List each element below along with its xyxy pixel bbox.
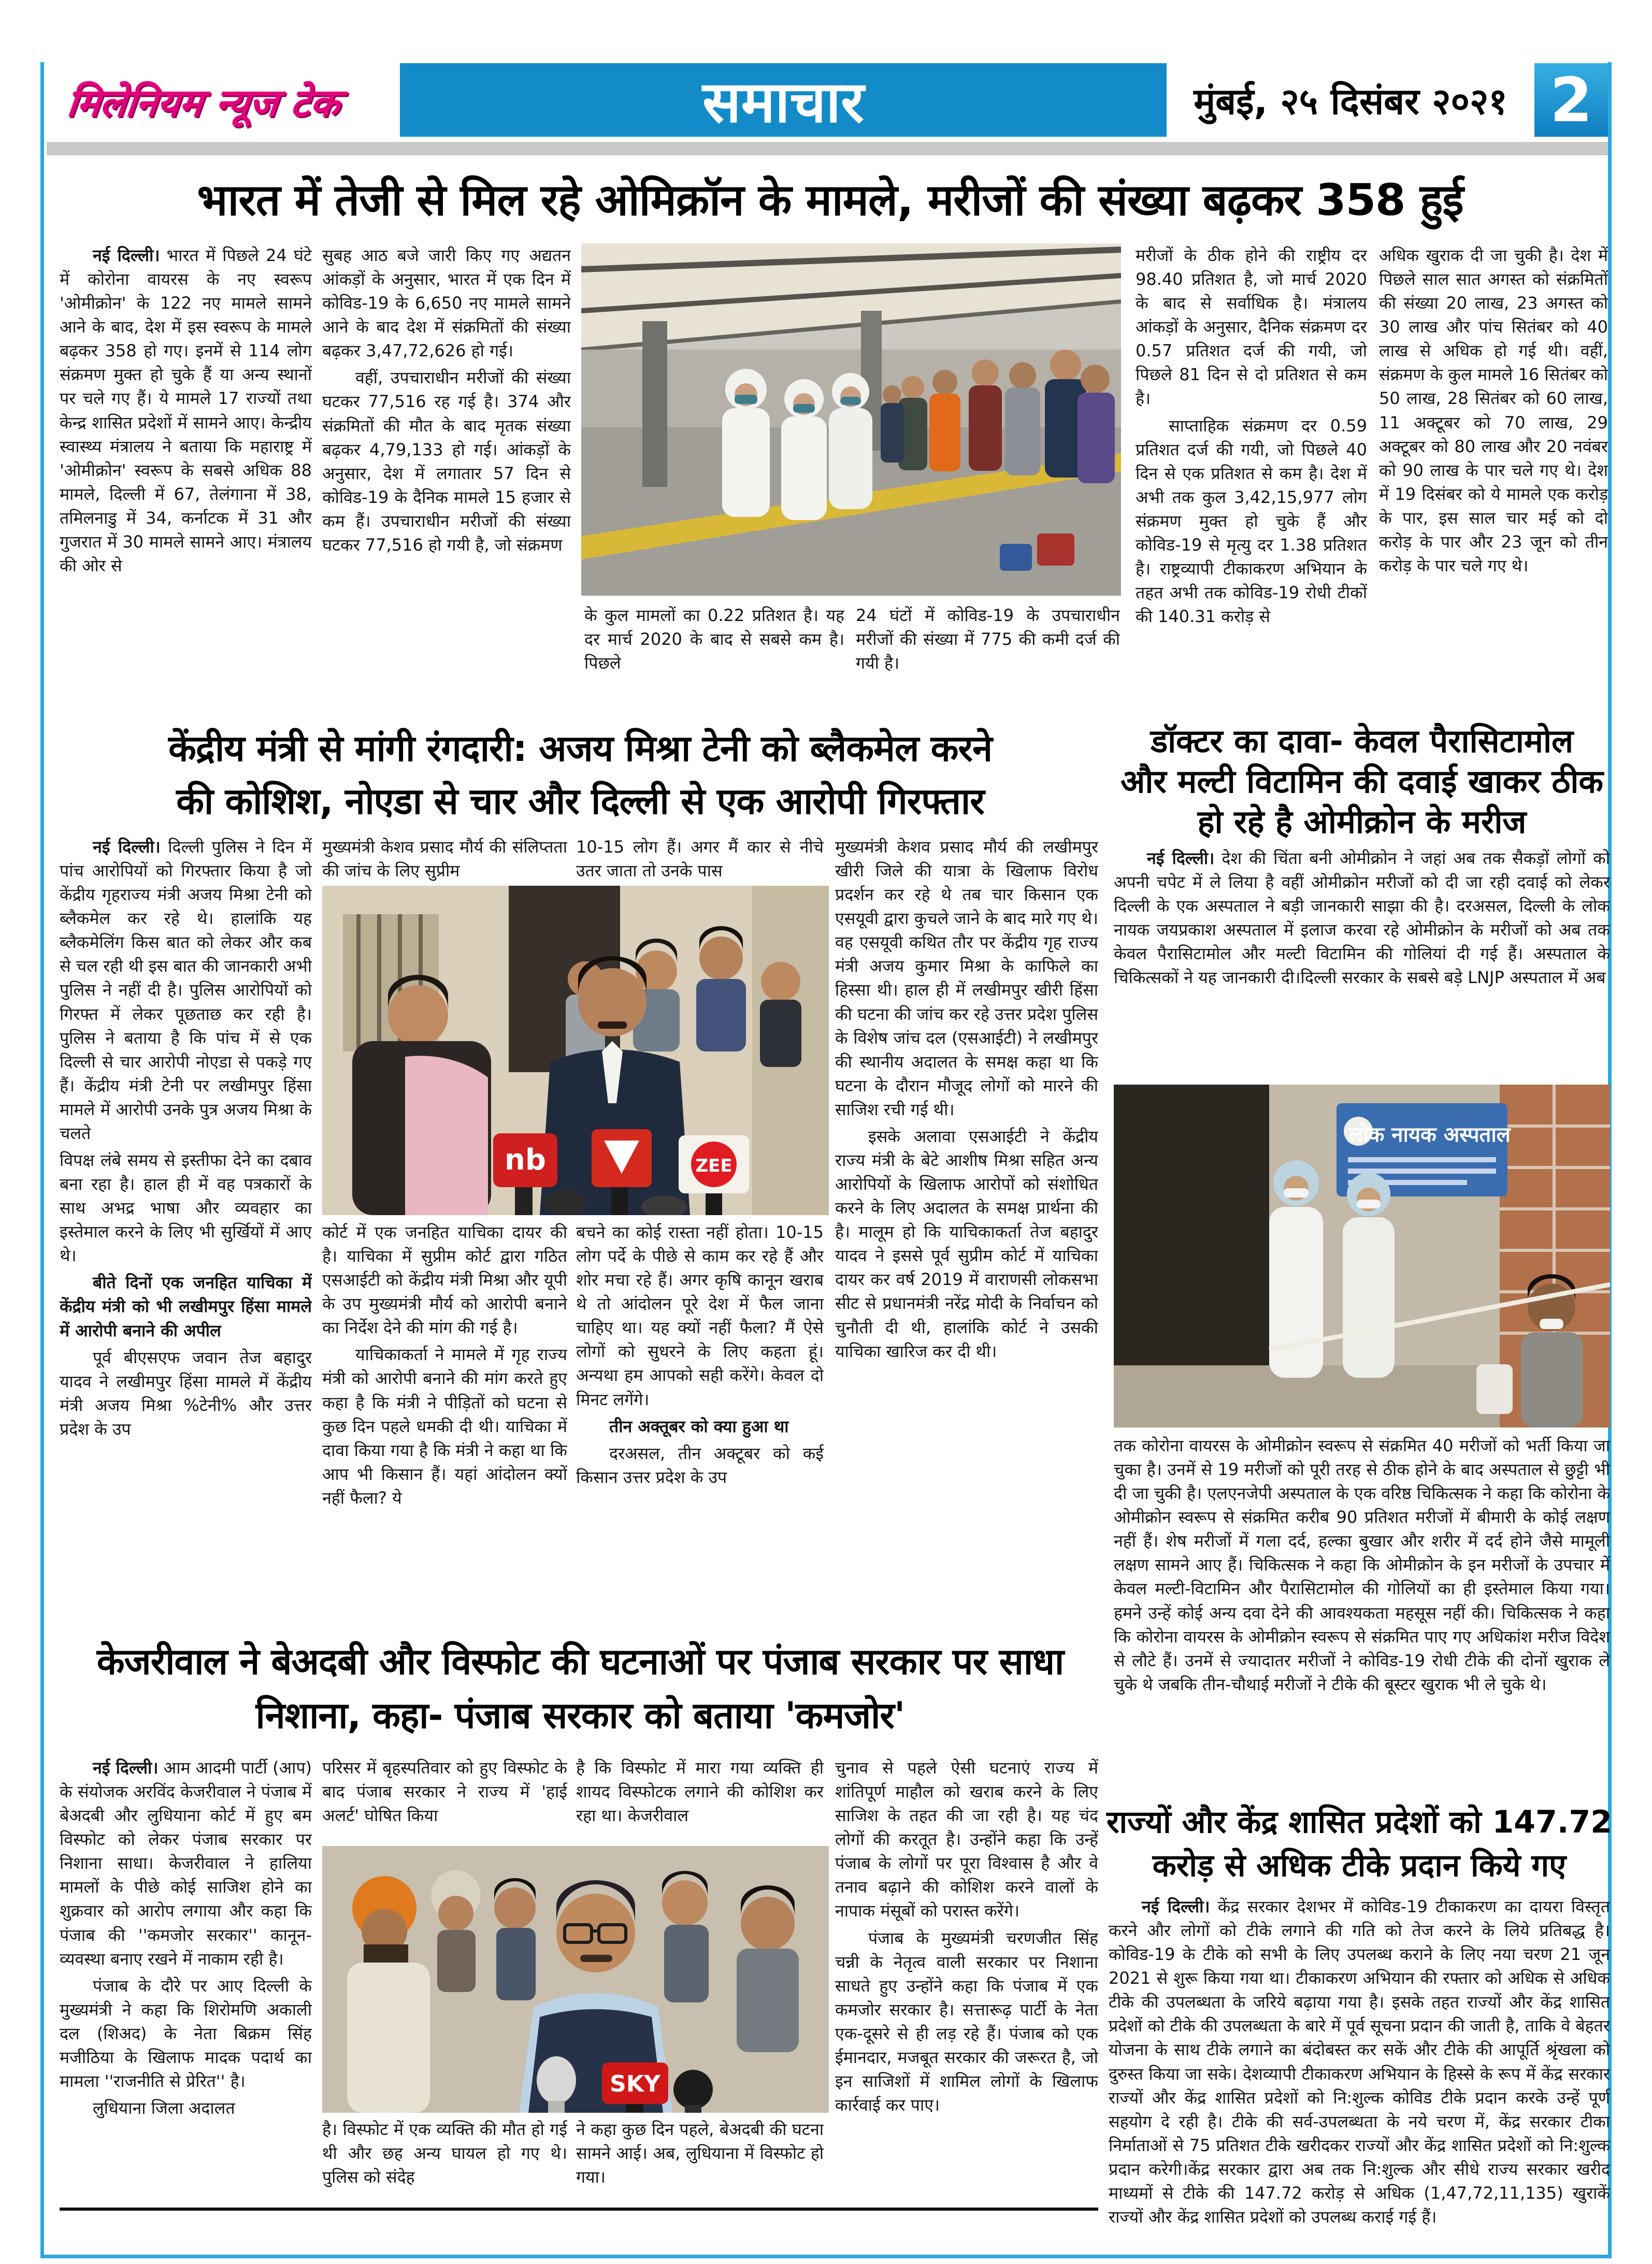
article5-headline-line2: करोड़ से अधिक टीके प्रदान किये गए bbox=[1152, 1848, 1567, 1884]
article3-headline-line2: और मल्टी विटामिन की दवाई खाकर ठीक bbox=[1120, 762, 1604, 800]
article4-headline-line2: निशाना, कहा- पंजाब सरकार को बताया 'कमजोर' bbox=[255, 1694, 905, 1737]
article1-col1 bbox=[60, 243, 312, 698]
photo-lnjp-hospital bbox=[1114, 1085, 1610, 1427]
dateline: नई दिल्ली। bbox=[93, 1758, 159, 1778]
article3-headline-line1: डॉक्टर का दावा- केवल पैरासिटामोल bbox=[1150, 722, 1574, 760]
article1-caption-b: 24 घंटों में कोविड-19 के उपचाराधीन मरीजों की संख्या में 775 की कमी दर्ज की गयी है। bbox=[856, 605, 1120, 673]
article2-col1-subhead: बीते दिनों एक जनहित याचिका में केंद्रीय मंत्री को भी लखीमपुर हिंसा मामले में आरोपी बनाने की अपील bbox=[60, 1273, 312, 1340]
article2-col1 bbox=[60, 835, 312, 1622]
mic-flag-zee: ZEE bbox=[695, 1156, 732, 1176]
article4-col2-below: है। विस्फोट में एक व्यक्ति की मौत हो गई थी और छह अन्य घायल हो गए थे। पुलिस को संदेह bbox=[322, 2119, 567, 2187]
masthead-date: मुंबई, २५ दिसंबर २०२१ bbox=[1194, 80, 1507, 123]
article4-col3-below: ने कहा कुछ दिन पहले, बेअदबी की घटना सामने आई। अब, लुधियाना में विस्फोट हो गया। bbox=[576, 2119, 824, 2187]
article2-headline-line2: की कोशिश, नोएडा से चार और दिल्ली से एक आरोपी गिरफ्तार bbox=[176, 780, 984, 823]
article1-col1-text: भारत में पिछले 24 घंटे में कोरोना वायरस के नए स्वरूप 'ओमीक्रोन' के 122 नए मामले सामने आने के बाद, देश में इस स्वरूप के मामले बढ़कर 358 हो गए। इनमें से 114 लोग संक्रमण मुक्त हो चुके हैं या अन्य स्थानों पर चले गए हैं। ये मामले 17 राज्यों तथा केन्द्र शासित प्रदेशों में सामने आए। केन्द्रीय स्वास्थ्य मंत्रालय ने बताया कि महाराष्ट्र में 'ओमीक्रोन' स्वरूप के सबसे अधिक 88 मामले, दिल्ली में 67, तेलंगाना में 38, तमिलनाडु में 34, कर्नाटक में 31 और गुजरात में 30 मामले सामने आए। मंत्रालय की ओर से bbox=[60, 246, 312, 576]
photo-omicron-platform bbox=[581, 243, 1121, 596]
article4-col2-top: परिसर में बृहस्पतिवार को हुए विस्फोट के बाद पंजाब सरकार ने राज्य में 'हाई अलर्ट' घोषित किया bbox=[322, 1758, 567, 1826]
article1-headline: भारत में तेजी से मिल रहे ओमिक्रॉन के मामले, मरीजों की संख्या बढ़कर 358 हुई bbox=[197, 174, 1463, 225]
article2-col1-p2: विपक्ष लंबे समय से इस्तीफा देने का दबाव बना रहा है। हाल ही में वह पत्रकारों के साथ अभद्र भाषा और व्यवहार का इस्तेमाल करने के लिए भी सुर्खियों में आए थे। bbox=[60, 1150, 312, 1266]
article2-col3-p2: दरअसल, तीन अक्टूबर को कई किसान उत्तर प्रदेश के उप bbox=[576, 1443, 824, 1487]
article2-col2-top: मुख्यमंत्री केशव प्रसाद मौर्य की संलिप्तता की जांच के लिए सुप्रीम bbox=[322, 837, 567, 881]
page-number: 2 bbox=[1534, 63, 1608, 137]
article5-body bbox=[1109, 1895, 1610, 2251]
masthead-divider bbox=[47, 142, 1608, 155]
dateline: नई दिल्ली। bbox=[93, 246, 160, 265]
article3-intro-text: देश की चिंता बनी ओमीक्रोन ने जहां अब तक सैकड़ों लोगों को अपनी चपेट में ले लिया है वहीं ओमीक्रोन मरीजों को दी जा रही दवाई को लेकर दिल्ली के एक अस्पताल ने बड़ी जानकारी साझा की है। दरअसल, दिल्ली के लोक नायक जयप्रकाश अस्पताल में इलाज करवा रहे ओमीक्रोन के मरीजों को अब तक केवल पैरासिटामोल और मल्टी विटामिन की गोलियां दी गई हैं। अस्पताल के चिकित्सकों ने यह जानकारी दी।दिल्ली सरकार के सबसे बड़े LNJP अस्पताल में अब bbox=[1114, 848, 1610, 988]
article4-headline-line1: केजरीवाल ने बेअदबी और विस्फोट की घटनाओं पर पंजाब सरकार पर साधा bbox=[96, 1640, 1064, 1683]
article5-body-text: केंद्र सरकार देशभर में कोविड-19 टीकाकरण का दायरा विस्तृत करने और लोगों को टीके लगाने की गति को तेज करने के लिये प्रतिबद्ध है। कोविड-19 के टीके को सभी के लिए उपलब्ध कराने के लिए नया चरण 21 जून 2021 से शुरू किया गया था। टीकाकरण अभियान की रफ्तार को अधिक से अधिक टीके की उपलब्धता के जरिये बढ़ाया गया है। इसके तहत राज्यों और केंद्र शासित प्रदेशों को टीके की उपलब्धता के बारे में पूर्व सूचना प्रदान की जाती है, ताकि वे बेहतर योजना के साथ टीके लगाने का बंदोबस्त कर सकें और टीके की आपूर्ति श्रृंखला को दुरुस्त किया जा सके। देशव्यापी टीकाकरण अभियान के हिस्से के रूप में केंद्र सरकार राज्यों और केंद्र शासित प्रदेशों को नि:शुल्क कोविड टीके प्रदान करके उन्हें पूर्ण सहयोग दे रही है। टीके की सर्व-उपलब्धता के नये चरण में, केंद्र सरकार टीका निर्माताओं से 75 प्रतिशत टीके खरीदकर राज्यों और केंद्र शासित प्रदेशों को नि:शुल्क प्रदान करेगी।केंद्र सरकार द्वारा अब तक नि:शुल्क और सीधे राज्य सरकार खरीद माध्यमों से टीके की 147.72 करोड़ से अधिक (1,47,72,11,135) खुराकें राज्यों और केंद्र शासित प्रदेशों को उपलब्ध कराई गई हैं। bbox=[1109, 1897, 1610, 2227]
article4-col1-p1: आम आदमी पार्टी (आप) के संयोजक अरविंद केजरीवाल ने पंजाब में बेअदबी और लुधियाना कोर्ट में हुए बम विस्फोट को लेकर पंजाब सरकार पर निशाना साधा। केजरीवाल ने हालिया मामलों के पीछे कोई साजिश होने का शुक्रवार को आरोप लगाया और कहा कि पंजाब की ''कमजोर सरकार'' कानून-व्यवस्था बनाए रखने में नाकाम रही है। bbox=[60, 1758, 312, 1969]
article1-col4-p2: साप्ताहिक संक्रमण दर 0.59 प्रतिशत दर्ज की गयी, जो पिछले 40 दिन से एक प्रतिशत से कम है। देश में अभी तक कुल 3,42,15,977 लोग संक्रमण मुक्त हो चुके हैं और कोविड-19 से मृत्यु दर 1.38 प्रतिशत है। राष्ट्रव्यापी टीकाकरण अभियान के तहत अभी तक कोविड-19 रोधी टीकों की 140.31 करोड़ से bbox=[1136, 415, 1367, 627]
article4-col1-p2: पंजाब के दौरे पर आए दिल्ली के मुख्यमंत्री ने कहा कि शिरोमणि अकाली दल (शिअद) के नेता बिक्रम सिंह मजीठिया के खिलाफ मादक पदार्थ का मामला ''राजनीति से प्रेरित'' है। bbox=[60, 1975, 312, 2092]
article4-col3-top: है कि विस्फोट में मारा गया व्यक्ति ही शायद विस्फोटक लगाने की कोशिश कर रहा था। केजरीवाल bbox=[576, 1758, 824, 1826]
dateline: नई दिल्ली। bbox=[1147, 848, 1215, 868]
article2-col2-p1: कोर्ट में एक जनहित याचिका दायर की है। याचिका में सुप्रीम कोर्ट द्वारा गठित एसआईटी को केंद्रीय मंत्री मिश्रा और यूपी के उप मुख्यमंत्री मौर्य को आरोपी बनाने का निर्देश देने की मांग की गई है। bbox=[322, 1222, 567, 1338]
article1-col4 bbox=[1136, 243, 1367, 698]
article2-col3-p1: बचने का कोई रास्ता नहीं होता। 10-15 लोग पर्दे के पीछे से काम कर रहे हैं और शोर मचा रहे हैं। अगर कृषि कानून खराब थे तो आंदोलन पूरे देश में फैल जाना चाहिए था। यह क्यों नहीं फैला? मैं ऐसे लोगों को सुधरने के लिए कहता हूं। अन्यथा हम आपको सही करेंगे। केवल दो मिनट लगेंगे। bbox=[576, 1222, 824, 1409]
ppe-workers bbox=[722, 369, 872, 520]
article4-col4-p2: पंजाब के मुख्यमंत्री चरणजीत सिंह चन्नी के नेतृत्व वाली सरकार पर निशाना साधते हुए उन्होंने कहा कि पंजाब में एक कमजोर सरकार है। सत्तारूढ़ पार्टी के नेता एक-दूसरे से ही लड़ रहे हैं। पंजाब को एक ईमानदार, मजबूत सरकार की जरूरत है, जो इन साजिशों में शामिल लोगों के खिलाफ कार्रवाई कर पाए। bbox=[835, 1928, 1098, 2115]
article4-col4 bbox=[835, 1756, 1098, 2202]
article2-col3-below bbox=[576, 1220, 824, 1622]
article2-col1-p1: दिल्ली पुलिस ने दिन में पांच आरोपियों को गिरफ्तार किया है जो केंद्रीय गृहराज्य मंत्री अजय मिश्रा टेनी को ब्लैकमेल कर रहे थे। हालांकि यह ब्लैकमेलिंग किस बात को लेकर और कब से चल रही थी इस बात की जानकारी अभी पुलिस ने नहीं दी है। पुलिस आरोपियों को गिरफ्त में लेकर पूछताछ कर रही है। पुलिस ने बताया है कि पांच में से एक दिल्ली से चार आरोपी नोएडा से पकड़े गए हैं। केंद्रीय मंत्री टेनी पर लखीमपुर हिंसा मामले में आरोपी उनके पुत्र अजय मिश्रा के चलते bbox=[60, 837, 312, 1143]
article4-col1 bbox=[60, 1756, 312, 2202]
article1-col5: अधिक खुराक दी जा चुकी है। देश में पिछले साल सात अगस्त को संक्रमितों की संख्या 20 लाख, 23 अगस्त को 30 लाख और पांच सितंबर को 40 लाख से अधिक हो गई थी। वहीं, संक्रमण के कुल मामले 16 सितंबर को 50 लाख, 28 सितंबर को 60 लाख, 11 अक्टूबर को 70 लाख, 29 अक्टूबर को 80 लाख और 20 नवंबर को 90 लाख के पार चले गए थे। देश में 19 दिसंबर को ये मामले एक करोड़ के पार, इस साल चार मई को दो करोड़ के पार और 23 जून को तीन करोड़ के पार चले गए थे। bbox=[1379, 246, 1608, 576]
article3-headline-line3: हो रहे है ओमीक्रोन के मरीज bbox=[1197, 803, 1527, 841]
article2-col4-p2: इसके अलावा एसआईटी ने केंद्रीय राज्य मंत्री के बेटे आशीष मिश्रा सहित अन्य आरोपियों के खिलाफ आरोपों को संशोधित करने के लिए अदालत के समक्ष प्रार्थना की है। मालूम हो कि याचिकाकर्ता तेज बहादुर यादव ने इससे पूर्व सुप्रीम कोर्ट में याचिका दायर कर वर्ष 2019 में वाराणसी लोकसभा सीट से प्रधानमंत्री नरेंद्र मोदी के निर्वाचन को चुनौती दी थी, हालांकि कोर्ट ने उसकी याचिका खारिज कर दी थी। bbox=[835, 1126, 1098, 1361]
dateline: नई दिल्ली। bbox=[1142, 1897, 1210, 1916]
article1-caption-a: के कुल मामलों का 0.22 प्रतिशत है। यह दर मार्च 2020 के बाद से सबसे कम है। पिछले bbox=[584, 605, 844, 673]
article2-col4 bbox=[835, 835, 1098, 1622]
article5-headline-line1: राज्यों और केंद्र शासित प्रदेशों को 147.72 bbox=[1106, 1804, 1613, 1840]
hospital-sign-text: लोक नायक अस्पताल bbox=[1349, 1123, 1511, 1147]
article3-intro bbox=[1114, 846, 1610, 1080]
article2-col4-p1: मुख्यमंत्री केशव प्रसाद मौर्य की लखीमपुर खीरी जिले की यात्रा के खिलाफ विरोध प्रदर्शन कर रहे थे तब चार किसान एक एसयूवी द्वारा कुचले जाने के बाद मारे गए थे। वह एसयूवी कथित तौर पर केंद्रीय गृह राज्य मंत्री अजय कुमार मिश्रा के काफिले का हिस्सा थी। हाल ही में लखीमपुर खीरी हिंसा की घटना की जांच कर रहे उत्तर प्रदेश पुलिस के विशेष जांच दल (एसआईटी) ने लखीमपुर की स्थानीय अदालत के समक्ष कहा था कि घटना के दौरान मौजूद लोगों को मारने की साजिश रची गई थी। bbox=[835, 837, 1098, 1119]
dateline: नई दिल्ली। bbox=[93, 837, 161, 857]
article1-col2-p1: सुबह आठ बजे जारी किए गए अद्यतन आंकड़ों के अनुसार, भारत में एक दिन में कोविड-19 के 6,650 नए मामले सामने आने के बाद देश में संक्रमितों की संख्या बढ़कर 3,47,72,626 हो गई। bbox=[322, 246, 571, 361]
article2-col1-p3: पूर्व बीएसएफ जवान तेज बहादुर यादव ने लखीमपुर हिंसा मामले में केंद्रीय मंत्री अजय मिश्रा %टेनी% और उत्तर प्रदेश के उप bbox=[60, 1347, 312, 1439]
article2-col3-top: 10-15 लोग हैं। अगर मैं कार से नीचे उतर जाता तो उनके पास bbox=[576, 837, 824, 881]
masthead-brand: मिलेनियम न्यूज टेक bbox=[65, 80, 342, 125]
article4-col4-p1: चुनाव से पहले ऐसी घटनाएं राज्य में शांतिपूर्ण माहौल को खराब करने के लिए साजिश के तहत की जा रही है। यह चंद लोगों की करतूत है। उन्होंने कहा कि उन्हें पंजाब के लोगों पर पूरा विश्वास है और वे तनाव बढ़ाने की कोशिश करने वालों के नापाक मंसूबों को परास्त करेंगे। bbox=[835, 1758, 1098, 1921]
page-bottom-rule bbox=[40, 2255, 1612, 2258]
article4-bottom-rule bbox=[60, 2208, 1098, 2211]
article1-col2-p2: वहीं, उपचाराधीन मरीजों की संख्या घटकर 77,516 रह गई है। 374 और संक्रमितों की मौत के बाद मृतक संख्या बढ़कर 4,79,133 हो गई। आंकड़ों के अनुसार, देश में लगातार 57 दिन से कोविड-19 के दैनिक मामले 15 हजार से कम हैं। उपचाराधीन मरीजों की संख्या घटकर 77,516 हो गयी है, जो संक्रमण bbox=[322, 368, 571, 555]
mic-flag-nb: nb bbox=[505, 1143, 546, 1177]
article2-col2-p2: याचिकाकर्ता ने मामले में गृह राज्य मंत्री को आरोपी बनाने की मांग करते हुए कहा है कि मंत्री ने पीड़ितों को घटना से कुछ दिन पहले धमकी दी थी। याचिका में दावा किया गया है कि मंत्री ने कहा था कि आप भी किसान हैं। यहां आंदोलन क्यों नहीं फैला? ये bbox=[322, 1345, 567, 1508]
article3-below: तक कोरोना वायरस के ओमीक्रोन स्वरूप से संक्रमित 40 मरीजों को भर्ती किया जा चुका है। उनमें से 19 मरीजों को पूरी तरह से ठीक होने के बाद अस्पताल से छुट्टी भी दी जा चुकी है। एलएनजेपी अस्पताल के एक वरिष्ठ चिकित्सक ने कहा कि कोरोना के ओमीक्रोन स्वरूप से संक्रमित करीब 90 प्रतिशत मरीजों में बीमारी के कोई लक्षण नहीं हैं। शेष मरीजों में गला दर्द, हल्का बुखार और शरीर में दर्द होने जैसे मामूली लक्षण सामने आए हैं। चिकित्सक ने कहा कि ओमीक्रोन के इन मरीजों के उपचार में केवल मल्टी-विटामिन और पैरासिटामोल की गोलियों का ही इस्तेमाल किया गया। हमने उन्हें कोई अन्य दवा देने की आवश्यकता महसूस नहीं की। चिकित्सक ने कहा कि कोरोना वायरस के ओमीक्रोन स्वरूप से संक्रमित पाए गए अधिकांश मरीज विदेश से लौटे हैं। उनमें से ज्यादातर मरीजों ने कोविड-19 रोधी टीके की दोनों खुराक ले चुके थे जबकि तीन-चौथाई मरीजों ने टीके की बूस्टर खुराक भी ले चुके थे। bbox=[1114, 1436, 1610, 1694]
mic-flag-sky: SKY bbox=[610, 2071, 660, 2097]
page-left-rule bbox=[40, 62, 44, 2258]
photo-kejriwal-press bbox=[322, 1846, 829, 2113]
article2-headline-line1: केंद्रीय मंत्री से मांगी रंगदारी: अजय मिश्रा टेनी को ब्लैकमेल करने bbox=[168, 727, 992, 770]
article1-col2 bbox=[322, 243, 571, 698]
article4-col1-p3: लुधियाना जिला अदालत bbox=[93, 2098, 235, 2118]
photo-teni-press-conference bbox=[322, 886, 829, 1215]
article1-col4-p1: मरीजों के ठीक होने की राष्ट्रीय दर 98.40 प्रतिशत है, जो मार्च 2020 के बाद से सर्वाधिक है। मंत्रालय आंकड़ों के अनुसार, दैनिक संक्रमण दर 0.57 प्रतिशत दर्ज की गयी, जो पिछले 81 दिन से दो प्रतिशत से कम है। bbox=[1136, 246, 1367, 409]
masthead-section: समाचार bbox=[400, 63, 1167, 137]
article2-col3-subhead: तीन अक्तूबर को क्या हुआ था bbox=[609, 1416, 789, 1436]
press-mics bbox=[493, 1129, 749, 1215]
article2-col2-below bbox=[322, 1220, 567, 1622]
